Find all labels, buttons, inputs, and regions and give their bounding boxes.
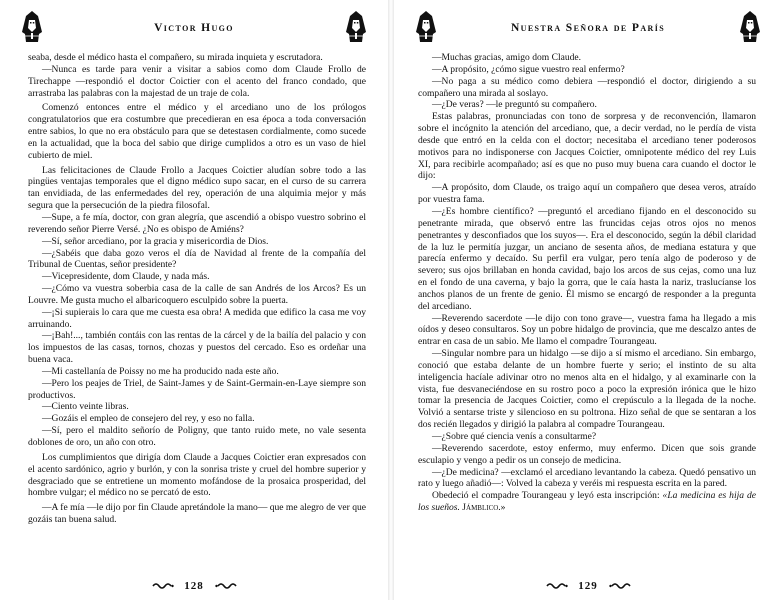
inscription-attribution: Jámblico.» [462,502,506,514]
left-folio [0,580,388,594]
paragraph: Las felicitaciones de Claude Frollo a Jacques Coictier aludían sobre todo a las pingües ventajas temporales que el digno médico supo sacar, en el curso de su carrera tan envidiada, de las enfermedades del rey, operación de una alquimia mejor y más segura que la persecución de la piedra filosofal. [28,164,366,212]
paragraph: —Nunca es tarde para venir a visitar a sabios como dom Claude Frollo de Tirechappe —respondió el doctor Coictier con el acento del franco condado, que arrastraba las palabras con la majestad de un traje de cola. [28,63,366,99]
right-page-body [418,52,756,574]
paragraph: —¿Es hombre científico? —preguntó el arcediano fijando en el desconocido su penetrante mirada, que observó entre las fruncidas cejas otros ojos no menos penetrantes y desconfiados que los suyos—. Era el desconocido, según la débil claridad de la luz le permitía juzgar, un anciano de sesenta años, de mediana estatura y que parecía enfermo y decaído. Su perfil era vulgar, pero tenía algo de poderoso y de severo; sus ojos brillaban en honda cavidad, bajo los arcos de sus cejas, como una luz en el fondo de una caverna, y bajo la gorra, que le caía hasta la nariz, traslucíanse los anchos planos de un frente de genio. Él mismo se encargó de responder a la pregunta del arcediano. [418,205,756,312]
paragraph: —¿De veras? —le preguntó su compañero. [432,99,597,111]
paragraph: —Singular nombre para un hidalgo —se dijo a sí mismo el arcediano. Sin embargo, conoció que estaba delante de un hombre fuerte y serio; el instinto de su alta inteligencia hacíale adivinar otro no menos alta en el hidalgo, y al examinarle con la vista, fue desvaneciéndose en su rostro poco a poco la expresión irónica que le hizo tomar la presencia de Jacques Coictier, como el crepúsculo a la llegada de la noche. Volvió a sentarse triste y silencioso en su poltrona. Hizo señal de que se sentaran a los dos recién llegados y dirigió la palabra al compadre Tourangeau. [418,348,756,431]
paragraph: —¿Cómo va vuestra soberbia casa de la calle de san Andrés de los Arcos? Es un Louvre. Me gusta mucho el albaricoquero esculpido sobre la puerta. [28,283,366,306]
paragraph: —A fe mía —le dijo por fin Claude apretándole la mano— que me alegro de ver que gozáis tan buena salud. [28,502,366,526]
paragraph: —¡Si supierais lo cara que me cuesta esa obra! A medida que edifico la casa me voy arruinando. [28,306,366,330]
paragraph: —Reverendo sacerdote, estoy enfermo, muy enfermo. Dicen que sois grande esculapio y vengo a pedir os un consejo de medicina. [418,442,756,466]
paragraph: —Muchas gracias, amigo dom Claude. [432,52,582,63]
paragraph: —Mi castellanía de Poissy no me ha producido nada este año. [42,365,279,377]
paragraph: Los cumplimientos que dirigía dom Claude a Jacques Coictier eran expresados con el acento sardónico, agrio y burlón, y con la sonrisa triste y cruel del hombre superior y desgraciado que se entretiene un momento mofándose de la prosaica prosperidad, del hombre vulgar; el médico no se percató de esto. [28,451,366,499]
right-running-title: Nuestra Señora de París [510,22,666,34]
paragraph: —Reverendo sacerdote —le dijo con tono grave—, vuestra fama ha llegado a mis oídos y deseo consultaros. Soy un pobre hidalgo de provincia, que me descalzo antes de entrar en casa de un sabio. Me llamo el compadre Tourangeau. [418,312,756,348]
pharaoh-head-icon [18,10,46,44]
paragraph: —No paga a su médico como debiera —respondió el doctor, dirigiendo a su compañero una mirada al soslayo. [418,75,756,99]
page-number: 129 [578,580,598,593]
inscription-intro: Obedeció el compadre Tourangeau y leyó esta inscripción: [432,490,660,502]
paragraph: —A propósito, ¿cómo sigue vuestro real enfermo? [432,63,625,75]
pharaoh-head-icon [412,10,440,44]
pharaoh-head-icon [342,10,370,44]
left-page-body [28,52,366,574]
paragraph: seaba, desde el médico hasta el compañero, su mirada inquieta y escrutadora. [28,52,323,63]
right-folio [394,580,782,594]
scroll-ornament-icon [215,582,237,590]
paragraph: Estas palabras, pronunciadas con tono de sorpresa y de reconvención, llamaron sobre el incógnito la atención del arcediano, que, a decir verdad, no le perdía de vista desde que entró en la celda con el doctor; necesitaba el arcediano tener poderosos motivos para no indisponerse con Jacques Coictier, omnipotente médico del rey Luis XI, para recibirle acompañado; así es que no puso muy buena cara cuando el doctor le dijo: [418,111,756,182]
page-number: 128 [184,580,204,593]
paragraph: —¡Bah!..., también contáis con las rentas de la cárcel y de la bailía del palacio y con los impuestos de las casas, tornos, chozas y puestos del cercado. Eso es ordeñar una buena vaca. [28,330,366,366]
left-page [0,0,388,600]
paragraph: —Supe, a fe mía, doctor, con gran alegría, que ascendió a obispo vuestro sobrino el reverendo señor Pierre Versé. ¿No es obispo de Amiéns? [28,211,366,235]
pharaoh-head-icon [736,10,764,44]
inscription-paragraph [418,490,756,514]
left-running-title: Victor Hugo [154,22,234,34]
paragraph: —Ciento veinte libras. [42,401,129,413]
paragraph: —¿De medicina? —exclamó el arcediano levantando la cabeza. Quedó pensativo un rato y luego añadió—: Volved la cabeza y veréis mi respuesta escrita en la pared. [418,466,756,490]
paragraph: —Sí, pero el maldito señorío de Poligny, que tanto ruido mete, no vale sesenta doblones de oro, un año con otro. [28,425,366,448]
right-page [394,0,782,600]
paragraph: —Sí, señor arcediano, por la gracia y misericordia de Dios. [42,235,269,247]
paragraph: Comenzó entonces entre el médico y el arcediano uno de los prólogos congratulatorios que era costumbre que precedieran en esa época a toda conversación entre sabios, lo que no era obstáculo para que se detestasen cordialmente, como sucede en la actualidad, que la boca del sabio que dirige cumplidos a otro es un vaso de hiel cubierto de miel. [28,102,366,161]
paragraph: —A propósito, dom Claude, os traigo aquí un compañero que desea veros, atraído por vuestra fama. [418,182,756,206]
scroll-ornament-icon [546,582,568,590]
scroll-ornament-icon [609,582,631,590]
paragraph: —¿Sabéis que daba gozo veros el día de Navidad al frente de la compañía del Tribunal de Cuentas, señor presidente? [28,247,366,271]
scroll-ornament-icon [152,582,174,590]
paragraph: —¿Sobre qué ciencia venís a consultarme? [432,431,597,442]
right-page-header [412,8,764,46]
left-page-header [18,8,370,46]
paragraph: —Gozáis el empleo de consejero del rey, y eso no falla. [42,413,255,425]
paragraph: —Pero los peajes de Triel, de Saint-James y de Saint-Germain-en-Laye siempre son productivos. [28,377,366,401]
inscription-quote: «La medicina es hija de los sueños. [418,490,756,514]
paragraph: —Vicepresidente, dom Claude, y nada más. [42,271,210,283]
